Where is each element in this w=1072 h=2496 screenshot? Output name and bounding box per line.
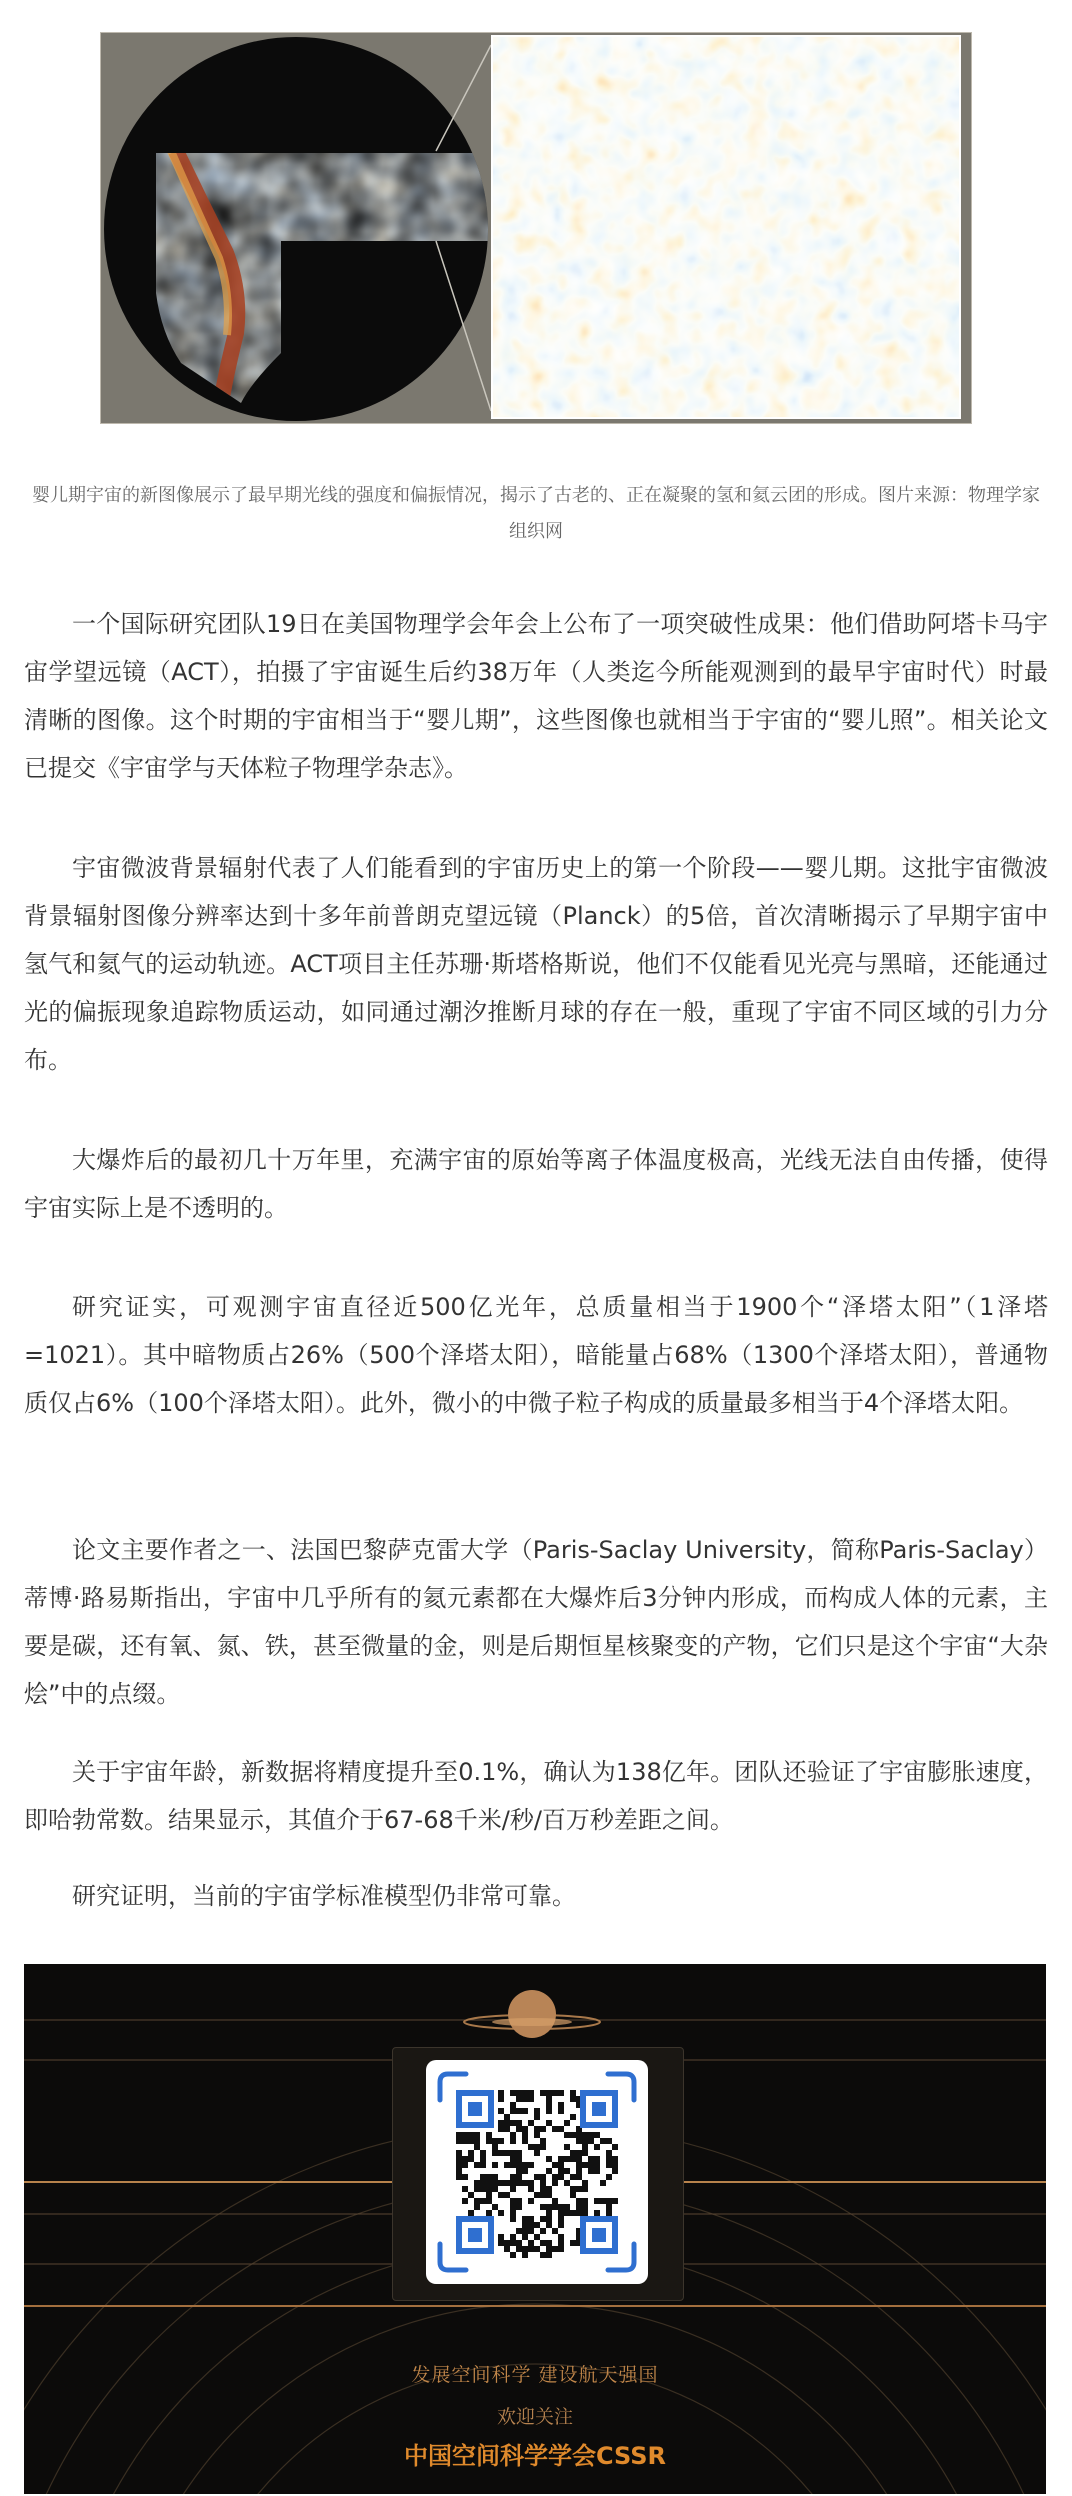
qr-code[interactable] — [426, 2060, 648, 2284]
figure-caption: 婴儿期宇宙的新图像展示了最早期光线的强度和偏振情况，揭示了古老的、正在凝聚的氢和氦云团的形成。图片来源：物理学家组织网 — [32, 485, 1040, 542]
qr-code-graphic — [426, 2060, 648, 2284]
paragraph-7: 研究证明，当前的宇宙学标准模型仍非常可靠。 — [72, 1882, 576, 1910]
paragraph-1: 一个国际研究团队19日在美国物理学会年会上公布了一项突破性成果：他们借助阿塔卡马宇宙学望远镜（ACT），拍摄了宇宙诞生后约38万年（人类迄今所能观测到的最早宇宙时代）时最清晰的图像。这个时期的宇宙相当于“婴儿期”，这些图像也就相当于宇宙的“婴儿照”。相关论文已提交《宇宙学与天体粒子物理学杂志》。 — [24, 610, 1048, 782]
cmb-figure-graphic — [101, 33, 971, 423]
paragraph-4: 研究证实，可观测宇宙直径近500亿光年，总质量相当于1900个“泽塔太阳”（1泽塔=1021）。其中暗物质占26%（500个泽塔太阳），暗能量占68%（1300个泽塔太阳），普通物质仅占6%（100个泽塔太阳）。此外，微小的中微子粒子构成的质量最多相当于4个泽塔太阳。 — [24, 1293, 1048, 1417]
promo-banner — [24, 1964, 1046, 2494]
paragraph-2: 宇宙微波背景辐射代表了人们能看到的宇宙历史上的第一个阶段——婴儿期。这批宇宙微波背景辐射图像分辨率达到十多年前普朗克望远镜（Planck）的5倍，首次清晰揭示了早期宇宙中氢气和氦气的运动轨迹。ACT项目主任苏珊·斯塔格斯说，他们不仅能看见光亮与黑暗，还能通过光的偏振现象追踪物质运动，如同通过潮汐推断月球的存在一般，重现了宇宙不同区域的引力分布。 — [24, 854, 1048, 1074]
promo-org-name[interactable]: 中国空间科学学会CSSR — [403, 2442, 667, 2470]
paragraph-6: 关于宇宙年龄，新数据将精度提升至0.1%，确认为138亿年。团队还验证了宇宙膨胀速度，即哈勃常数。结果显示，其值介于67-68千米/秒/百万秒差距之间。 — [24, 1758, 1048, 1834]
cmb-polarization-map — [493, 37, 959, 417]
promo-slogan: 发展空间科学 建设航天强国 — [411, 2364, 659, 2386]
cmb-figure — [100, 32, 972, 424]
planet-icon — [464, 1990, 600, 2038]
paragraph-3: 大爆炸后的最初几十万年里，充满宇宙的原始等离子体温度极高，光线无法自由传播，使得宇宙实际上是不透明的。 — [24, 1146, 1048, 1222]
promo-follow: 欢迎关注 — [496, 2406, 573, 2428]
paragraph-5: 论文主要作者之一、法国巴黎萨克雷大学（Paris-Saclay University，简称Paris-Saclay）蒂博·路易斯指出，宇宙中几乎所有的氦元素都在大爆炸后3分钟内形成，而构成人体的元素，主要是碳，还有氧、氮、铁，甚至微量的金，则是后期恒星核聚变的产物，它们只是这个宇宙“大杂烩”中的点缀。 — [24, 1536, 1048, 1708]
